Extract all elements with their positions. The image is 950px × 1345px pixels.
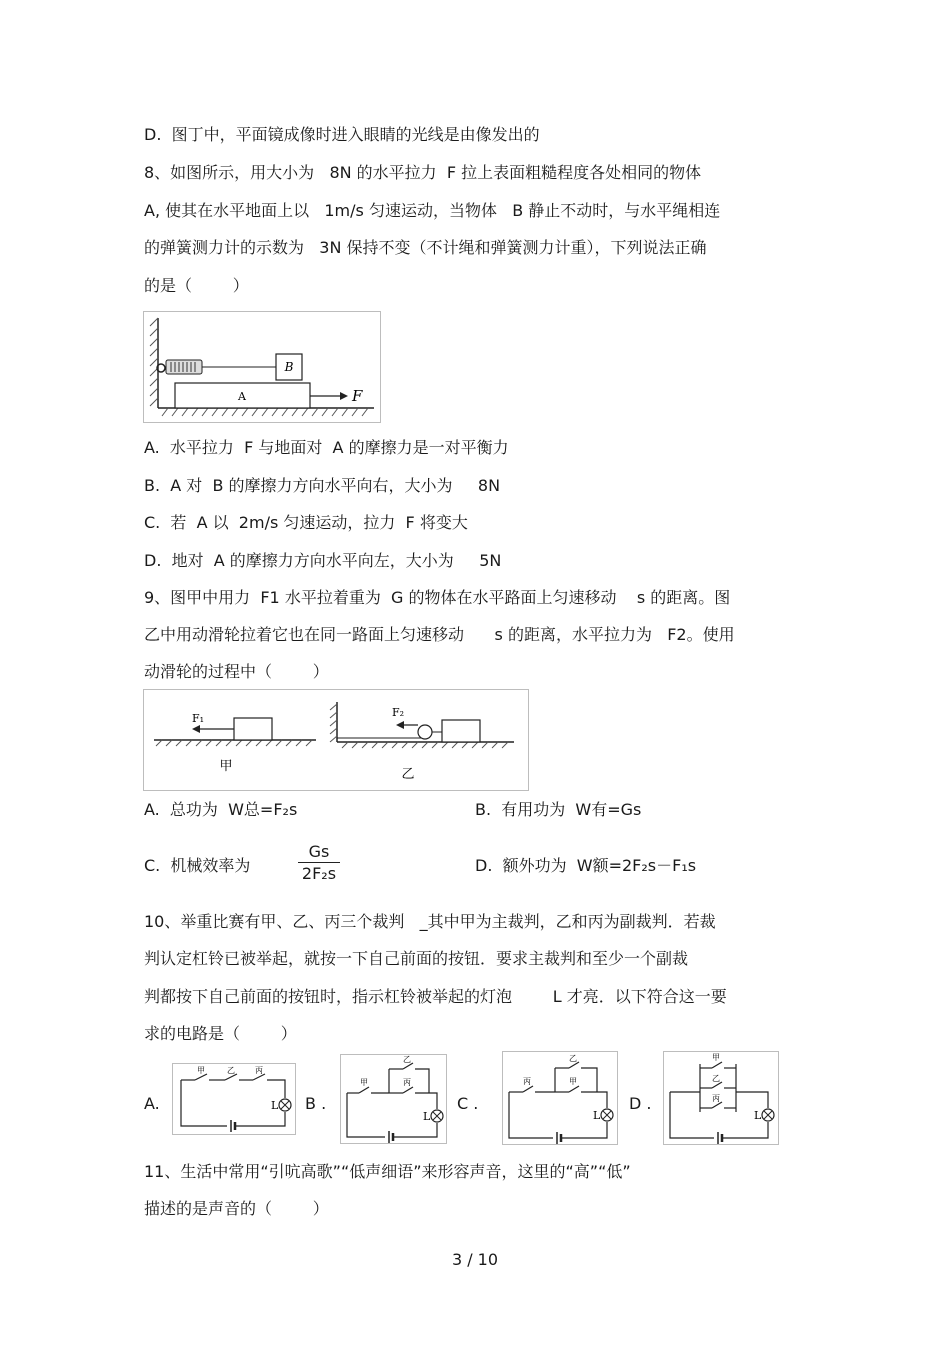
svg-text:甲: 甲 bbox=[197, 1066, 205, 1075]
wall bbox=[150, 318, 158, 408]
q9-option-d: D. 额外功为 W额=2F₂s－F₁s bbox=[475, 856, 697, 875]
figure-jia bbox=[154, 712, 316, 774]
svg-text:L: L bbox=[593, 1109, 601, 1122]
svg-text:F₂: F₂ bbox=[392, 706, 405, 719]
svg-text:B: B bbox=[284, 360, 294, 374]
figure-yi bbox=[330, 702, 514, 782]
q8-option-c: C. 若 A 以 2m/s 匀速运动，拉力 F 将变大 bbox=[144, 513, 468, 532]
svg-text:甲: 甲 bbox=[712, 1053, 720, 1062]
q9-option-b: B. 有用功为 W有=Gs bbox=[475, 800, 642, 819]
page-number: 3 / 10 bbox=[451, 1250, 499, 1269]
q7-option-d: D. 图丁中，平面镜成像时进入眼睛的光线是由像发出的 bbox=[144, 125, 540, 144]
q8-figure bbox=[143, 311, 381, 423]
q10-circuit-d bbox=[663, 1051, 779, 1145]
svg-text:乙: 乙 bbox=[401, 767, 415, 782]
svg-text:L: L bbox=[754, 1109, 762, 1122]
svg-text:乙: 乙 bbox=[569, 1054, 577, 1063]
q9-stem-line-1: 9、图甲中用力 F1 水平拉着重为 G 的物体在水平路面上匀速移动 s 的距离。图 bbox=[144, 588, 731, 607]
force-f-arrow bbox=[310, 387, 363, 405]
q10-circuit-c bbox=[502, 1051, 618, 1145]
q8-option-b: B. A 对 B 的摩擦力方向水平向右，大小为 8N bbox=[144, 476, 501, 495]
q9-stem-line-3: 动滑轮的过程中（ ） bbox=[144, 662, 329, 681]
svg-text:乙: 乙 bbox=[403, 1055, 411, 1064]
q8-stem-line-2: A, 使其在水平地面上以 1m/s 匀速运动，当物体 B 静止不动时，与水平绳相连 bbox=[144, 201, 721, 220]
q10-option-a-label: A. bbox=[144, 1094, 160, 1113]
fraction-denominator: 2F₂s bbox=[301, 864, 337, 883]
q8-stem-line-4: 的是（ ） bbox=[144, 276, 249, 295]
ground bbox=[158, 408, 374, 416]
q8-option-a: A. 水平拉力 F 与地面对 A 的摩擦力是一对平衡力 bbox=[144, 438, 509, 457]
q10-stem-line-3: 判都按下自己前面的按钮时，指示杠铃被举起的灯泡 L 才亮．以下符合这一要 bbox=[144, 987, 727, 1006]
svg-text:F₁: F₁ bbox=[192, 712, 205, 725]
svg-text:丙: 丙 bbox=[523, 1077, 531, 1086]
q8-option-d: D. 地对 A 的摩擦力方向水平向左，大小为 5N bbox=[144, 551, 502, 570]
q10-circuit-a bbox=[172, 1063, 296, 1135]
spring-scale bbox=[157, 360, 202, 374]
q11-stem-line-2: 描述的是声音的（ ） bbox=[144, 1199, 329, 1218]
q9-option-c-fraction bbox=[298, 842, 340, 885]
q10-option-b-label: B . bbox=[305, 1094, 327, 1113]
svg-text:丙: 丙 bbox=[712, 1094, 720, 1103]
svg-text:丙: 丙 bbox=[403, 1078, 411, 1087]
block-a bbox=[175, 383, 310, 408]
svg-text:A: A bbox=[238, 390, 246, 403]
q10-option-d-label: D . bbox=[629, 1094, 652, 1113]
svg-text:甲: 甲 bbox=[219, 759, 233, 774]
svg-text:甲: 甲 bbox=[569, 1077, 577, 1086]
q10-stem-line-2: 判认定杠铃已被举起，就按一下自己前面的按钮．要求主裁判和至少一个副裁 bbox=[144, 949, 689, 968]
svg-text:甲: 甲 bbox=[360, 1078, 368, 1087]
svg-text:乙: 乙 bbox=[712, 1074, 720, 1083]
svg-text:F: F bbox=[352, 387, 363, 405]
svg-text:丙: 丙 bbox=[255, 1066, 263, 1075]
q8-stem-line-1: 8、如图所示，用大小为 8N 的水平拉力 F 拉上表面粗糙程度各处相同的物体 bbox=[144, 163, 702, 182]
q10-stem-line-1: 10、举重比赛有甲、乙、丙三个裁判 _其中甲为主裁判，乙和丙为副裁判．若裁 bbox=[144, 912, 716, 931]
q10-circuit-b bbox=[340, 1054, 447, 1144]
q9-figure bbox=[143, 689, 529, 791]
svg-text:L: L bbox=[423, 1110, 431, 1123]
svg-text:L: L bbox=[271, 1099, 279, 1112]
q10-option-c-label: C . bbox=[457, 1094, 479, 1113]
fraction-numerator: Gs bbox=[298, 842, 340, 863]
block-b bbox=[276, 354, 302, 380]
q9-option-c-label: C. 机械效率为 bbox=[144, 856, 251, 875]
q9-option-a: A. 总功为 W总=F₂s bbox=[144, 800, 298, 819]
q9-stem-line-2: 乙中用动滑轮拉着它也在同一路面上匀速移动 s 的距离，水平拉力为 F2。使用 bbox=[144, 625, 735, 644]
svg-text:乙: 乙 bbox=[227, 1066, 235, 1075]
q8-stem-line-3: 的弹簧测力计的示数为 3N 保持不变（不计绳和弹簧测力计重），下列说法正确 bbox=[144, 238, 707, 257]
q11-stem-line-1: 11、生活中常用“引吭高歌”“低声细语”来形容声音，这里的“高”“低” bbox=[144, 1162, 631, 1181]
q10-stem-line-4: 求的电路是（ ） bbox=[144, 1024, 297, 1043]
